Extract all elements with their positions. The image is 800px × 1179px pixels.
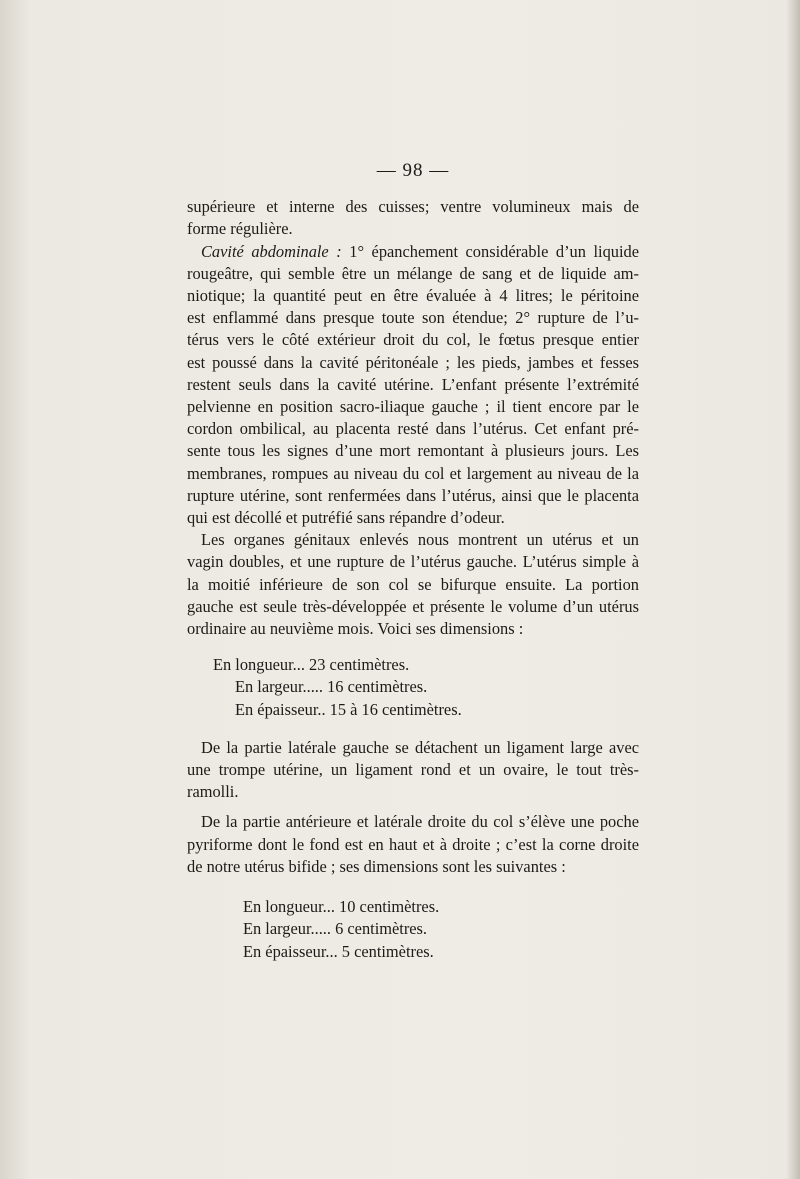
text-line: Les organes génitaux enlevés nous montrent un utérus et un [201, 530, 639, 550]
paragraph-5 [187, 811, 639, 878]
page-edge-shadow [786, 0, 800, 1179]
text-line: pyriforme dont le fond est en haut et à droite ; c’est la corne droite [187, 834, 639, 854]
dimension-row: En épaisseur.. 15 à 16 centimètres. [235, 699, 462, 719]
text-line: sente tous les signes d’une mort remontant à plusieurs jours. Les [187, 441, 639, 461]
text-line: cordon ombilical, au placenta resté dans l’utérus. Cet enfant pré- [187, 419, 639, 439]
text-line: une trompe utérine, un ligament rond et un ovaire, le tout très- [187, 760, 639, 780]
dimension-row: En largeur..... 16 centimètres. [235, 677, 428, 697]
dimensions-list-left-horn [187, 654, 639, 721]
section-heading-italic: Cavité abdominale : [201, 241, 342, 261]
text-line: rougeâtre, qui semble être un mélange de sang et de liquide am- [187, 263, 639, 283]
text-line: De la partie latérale gauche se détachent un ligament large avec [201, 737, 639, 757]
dimension-row: En longueur... 10 centimètres. [243, 897, 440, 917]
text-fragment: 1° épanchement considérable d’un liquide [341, 241, 639, 261]
text-line: ordinaire au neuvième mois. Voici ses dimensions : [187, 619, 524, 639]
text-line: qui est décollé et putréfié sans répandre d’odeur. [187, 508, 505, 528]
page-number: — 98 — [376, 160, 450, 181]
text-line: est enflammé dans presque toute son étendue; 2° rupture de l’u- [187, 308, 639, 328]
text-line: pelvienne en position sacro-iliaque gauche ; il tient encore par le [187, 397, 639, 417]
text-line: rupture utérine, sont renfermées dans l’utérus, ainsi que le placenta [187, 485, 639, 505]
paragraph-2 [187, 241, 639, 530]
text-line: De la partie antérieure et latérale droite du col s’élève une poche [201, 812, 639, 832]
dimension-row: En épaisseur... 5 centimètres. [243, 941, 434, 961]
dimensions-list-right-horn [187, 896, 639, 963]
text-line: forme régulière. [187, 219, 293, 239]
text-line: ramolli. [187, 782, 239, 802]
paragraph-3 [187, 529, 639, 640]
text-line: de notre utérus bifide ; ses dimensions sont les suivantes : [187, 856, 566, 876]
text-line: membranes, rompues au niveau du col et largement au niveau de la [187, 463, 639, 483]
text-line: niotique; la quantité peut en être évaluée à 4 litres; le péritoine [187, 286, 639, 306]
dimension-row: En largeur..... 6 centimètres. [243, 919, 428, 939]
text-line [187, 241, 639, 263]
text-line: la moitié inférieure de son col se bifurque ensuite. La portion [187, 574, 639, 594]
text-line: est poussé dans la cavité péritonéale ; les pieds, jambes et fesses [187, 352, 639, 372]
paragraph-4 [187, 737, 639, 804]
text-line: térus vers le côté extérieur droit du col, le fœtus presque entier [187, 330, 639, 350]
text-line: supérieure et interne des cuisses; ventre volumineux mais de [187, 197, 639, 217]
text-line: restent seuls dans la cavité utérine. L’enfant présente l’extrémité [187, 374, 639, 394]
text-line: vagin doubles, et une rupture de l’utérus gauche. L’utérus simple à [187, 552, 639, 572]
text-line: gauche est seule très-développée et présente le volume d’un utérus [187, 596, 639, 616]
page-text-block [187, 160, 639, 979]
dimension-row: En longueur... 23 centimètres. [213, 655, 410, 675]
paragraph-1 [187, 196, 639, 240]
